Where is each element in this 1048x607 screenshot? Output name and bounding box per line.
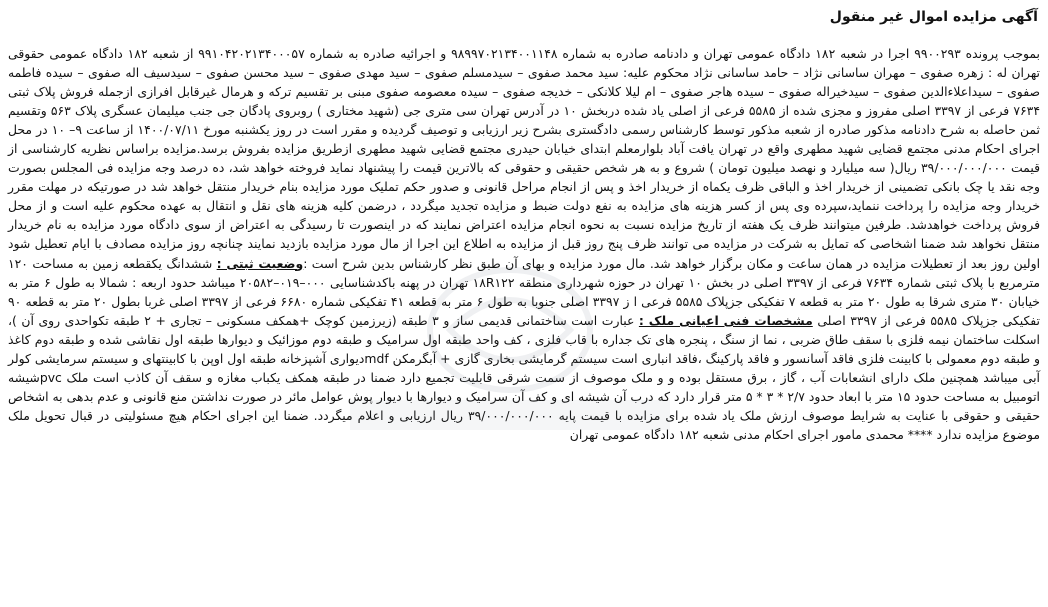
notice-body <box>8 44 1040 444</box>
technical-specs-label: مشخصات فنی اعیانی ملک : <box>638 312 813 328</box>
notice-paragraph-intro: بموجب پرونده ۹۹۰۰۲۹۳ اجرا در شعبه ۱۸۲ دادگاه عمومی تهران و دادنامه صادره به شماره ۹۸۹۹۷۰۲۱۳۴۰۰۱۱۴۸ و اجرائیه صادره به شماره ۹۹۱۰۴۲۰۲۱۳۴۰۰۰۵۷ از شعبه ۱۸۲ دادگاه عمومی حقوقی تهران له : زهره صفوی – مهران ساسانی نژاد – حامد ساسانی نژاد محکوم علیه: سید محمد صفوی – سیدمسلم صفوی – سید مهدی صفوی – سید محسن صفوی – سیدسیف اله صفوی – سیده فاطمه صفوی – سیداعلاءالدین صفوی – سیدخیراله صفوی – سیده هاجر صفوی – ام لیلا کلانکی – خدیجه صفوی – سیده معصومه صفوی مبنی بر تقسیم ترکه و هرمال غیرقابل افرازی ازجمله فروش پلاک ثبتی ۷۶۳۴ فرعی از ۳۳۹۷ اصلی مفروز و مجزی شده از ۵۵۸۵ فرعی از اصلی یاد شده دربخش ۱۰ در آدرس تهران سی متری جی (شهید مختاری ) روبروی پادگان جی جنب میلیمان عسگری پلاک ۵۶۳ وتقسیم ثمن حاصله به شرح دادنامه مذکور صادره از شعبه مذکور توسط کارشناس رسمی دادگستری بشرح زیر ارزیابی و توصیف گردیده و مقرر است در روز یکشنبه مورخ ۱۴۰۰/۰۷/۱۱ از ساعت ۹– ۱۰ در محل اجرای احکام مدنی مجتمع قضایی شهید مطهری واقع در تهران یافت آباد بلوارمعلم ابتدای خیابان حیدری مجتمع قضایی شهید مطهری ازطریق مزایده بفروش برسد.مزایده براساس نظریه کارشناسی از قیمت ۳۹/۰۰۰/۰۰۰/۰۰۰ ریال( سه میلیارد و نهصد میلیون تومان ) شروع و به هر شخص حقیقی و حقوقی که بالاترین قیمت را پیشنهاد نماید فروخته خواهد شد، ده درصد وجه مزایده فی المجلس بصورت وجه نقد یا چک بانکی تضمینی از خریدار اخذ و الباقی ظرف یکماه از خریدار اخذ و پس از انجام مراحل قانونی و صدور حکم تملیک مورد مزایده بنام خریدار منتقل خواهد شد در صورتیکه در مهلت مقرر خریدار وجه مزایده را پرداخت ننماید،سپرده وی پس از کسر هزینه های مزایده به نفع دولت ضبط و مزایده تجدید میگردد ، درضمن کلیه هزینه های نقل و انتقال به عهده محکوم علیه است و از محل فروش پرداخت خواهدشد. طرفین میتوانند ظرف یک هفته از تاریخ مزایده نسبت به نحوه انجام مزایده اعتراض نمایند که در اینصورت تا رسیدگی به اعتراض از سوی دادگاه مورد مزایده به نام خریدار منتقل نخواهد شد ضمنا اشخاصی که تمایل به شرکت در مزایده می توانند ظرف پنج روز قبل از مزایده به اطلاع این اجرا از مال مورد مزایده بازدید نمایند چنانچه روز مزایده مصادف با ایام تعطیل شود اولین روز بعد از تعطیلات مزایده در همان ساعت و مکان برگزار خواهد شد. مال مورد مزایده و بهای آن طبق نظر کارشناس بدین شرح است : <box>8 46 1041 271</box>
registration-status-text: ششدانگ یکقطعه زمین به مساحت ۱۲۰ مترمربع با پلاک ثبتی شماره ۷۶۳۴ فرعی از ۳۳۹۷ اصلی در بخش ۱۰ تهران در حوزه شهرداری منطقه ۱۸R۱۲۲ تهران در پهنه باکدشناسایی ۰۰۰–۰۱۹–۲۰۵۸۲ میباشد حدود اربعه : شمالا به طول ۶ متر به خیابان ۳۰ متری شرقا به طول ۲۰ متر به قطعه ۷ تفکیکی جزپلاک ۵۵۸۵ فرعی ا ز ۳۳۹۷ اصلی جنوبا به طول ۶ متر به قطعه ۴۱ تفکیکی شماره ۶۶۸۰ فرعی از ۳۳۹۷ اصلی غربا بطول ۲۰ متر به قطعه ۹۰ تفکیکی جزپلاک ۵۵۸۵ فرعی از ۳۳۹۷ اصلی <box>8 255 1041 328</box>
notice-title: آگهی مزایده اموال غیر منقول <box>829 9 1038 25</box>
technical-specs-text: عبارت است ساختمانی قدیمی ساز و ۳ طبقه (زیرزمین کوچک +همکف مسکونی – تجاری + ۲ طبقه تکواحدی روی آن )، اسکلت ساختمان نیمه فلزی با سقف طاق ضربی ، نما از سنگ ، پنجره های تک جداره با قاب فلزی ، کف واحد طبقه اول سرامیک و طبقه دوم موزائیک و دیوارها طبقه اول نقاشی شده و طبقه دوم کاغذ و طبقه دوم معمولی با کابینت فلزی فاقد آسانسور و فاقد پارکینگ ،فاقد انباری است سیستم گرمایشی بخاری گازی + آبگرمکن mdfدیواری آشپزخانه طبقه اول اوپن با کابینتهای و سیستم سرمایشی کولر آبی میباشد همچنین ملک دارای انشعابات آب ، گاز ، برق مستقل بوده و و ملک موصوف از سمت شرقی قابلیت تجمیع دارد ضمنا در طبقه همکف یکباب مغازه و سقف آن کاذب است ملک pvcشیشه اتومبیل به مساحت حدود ۱۵ متر با ابعاد حدود ۲/۷ * ۳ * ۵ متر قرار دارد که درب آن شیشه ای و کف آن سرامیک و دیوارها با دیوار پوش عوامل مائر در صورت نداشتن منع قانونی و عدم بدهی به اشخاص حقیقی و حقوقی با عنایت به شرایط موصوف ارزش ملک یاد شده برای مزایده با قیمت پایه ۳۹/۰۰۰/۰۰۰/۰۰۰ ریال ارزیابی و اعلام میگردد. ضمنا این اجرای احکام هیچ مسئولیتی در قبال تحویل ملک موضوع مزایده ندارد **** محمدی مامور اجرای احکام مدنی شعبه ۱۸۲ دادگاه عمومی تهران <box>8 312 1040 442</box>
registration-status-label: وضعیت ثبتی : <box>216 255 304 271</box>
